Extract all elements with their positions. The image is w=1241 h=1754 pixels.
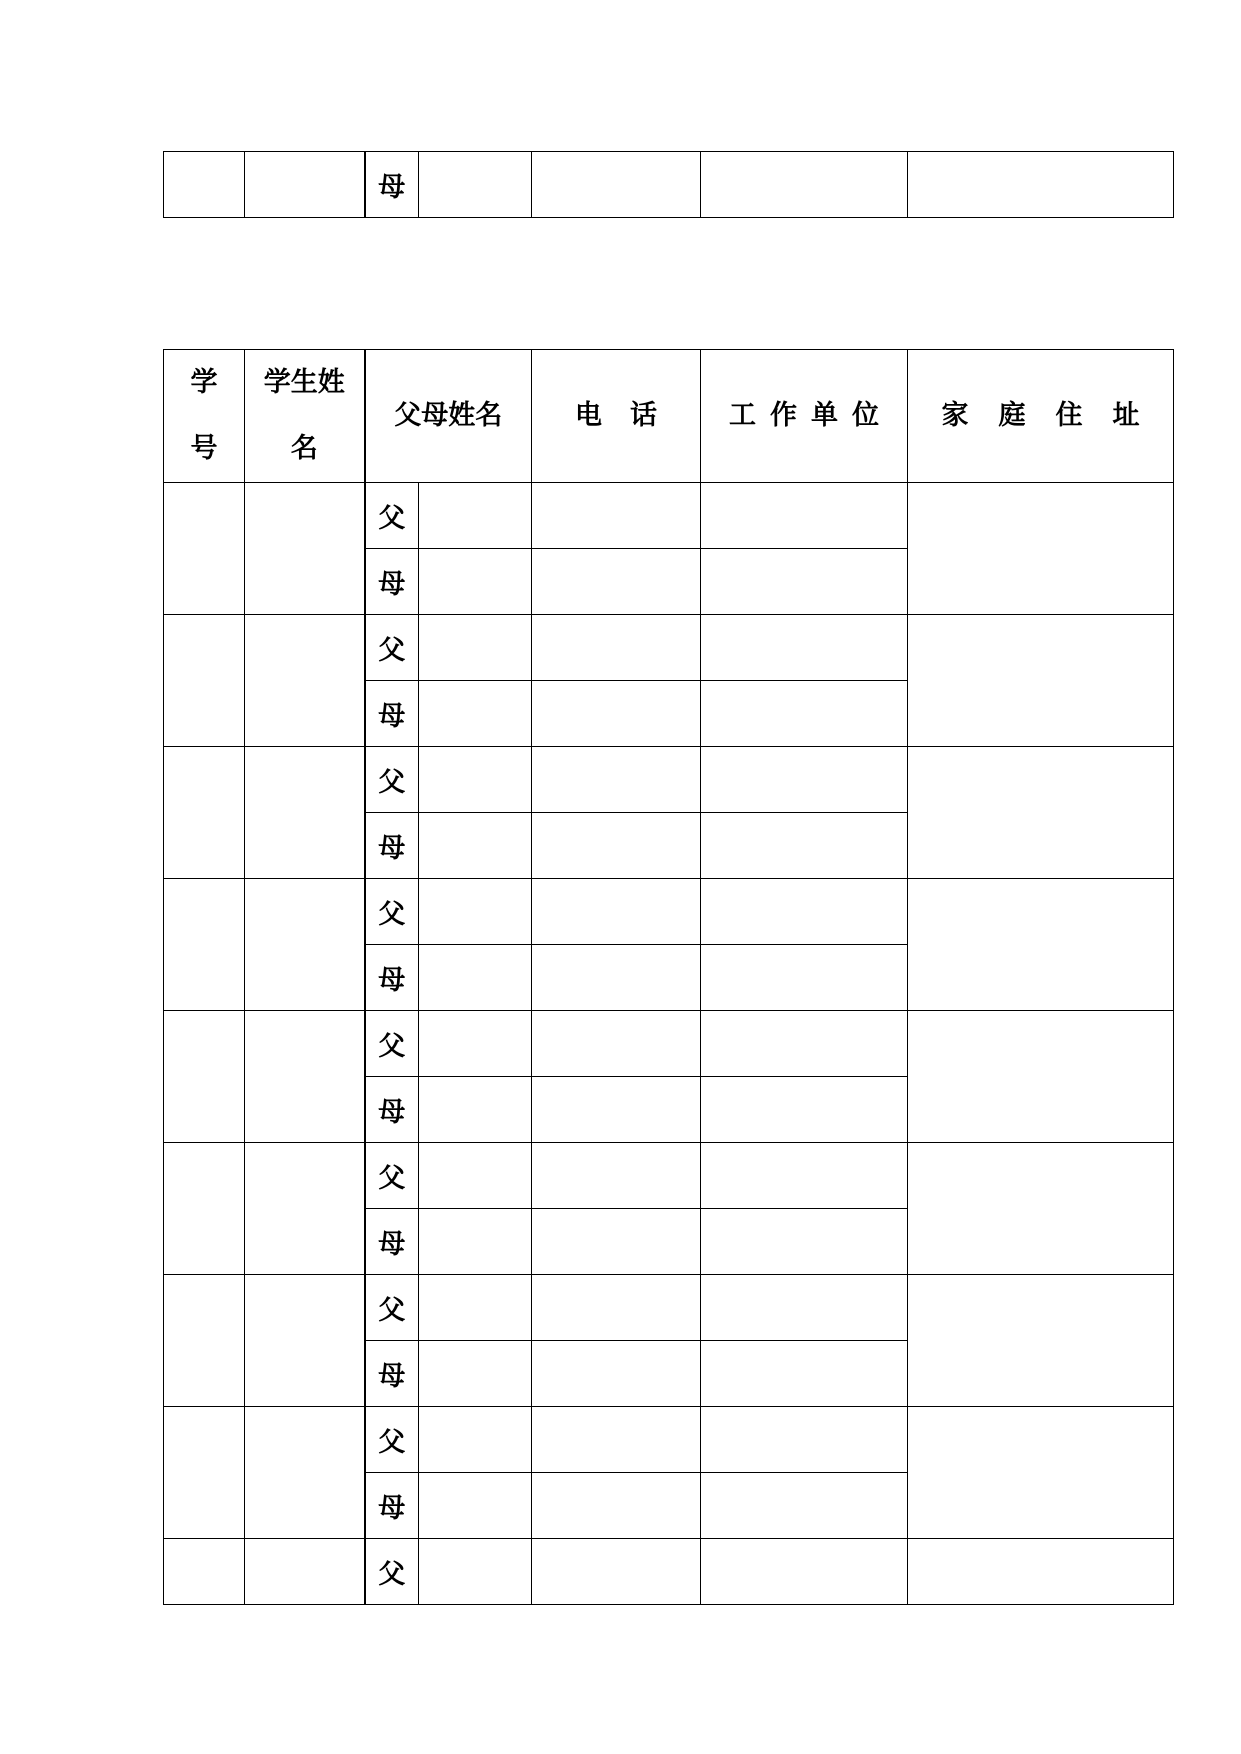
employer-cell[interactable] — [701, 152, 908, 218]
relation-label-father: 父 — [365, 1011, 419, 1077]
relation-label-father: 父 — [365, 879, 419, 945]
relation-label-mother: 母 — [365, 152, 419, 218]
table-row — [164, 747, 1174, 813]
employer-cell[interactable] — [701, 681, 908, 747]
parent-name-cell[interactable] — [419, 813, 532, 879]
header-address — [908, 350, 1174, 483]
table-row — [164, 1011, 1174, 1077]
student-id-cell[interactable] — [164, 879, 245, 1011]
employer-cell[interactable] — [701, 1143, 908, 1209]
student-name-cell[interactable] — [245, 879, 365, 1011]
student-id-cell[interactable] — [164, 1275, 245, 1407]
parent-name-cell[interactable] — [419, 681, 532, 747]
header-phone-label: 电话 — [575, 400, 685, 431]
student-name-cell[interactable] — [245, 1275, 365, 1407]
parent-name-cell[interactable] — [419, 1275, 532, 1341]
parent-name-cell[interactable] — [419, 615, 532, 681]
phone-cell[interactable] — [532, 1077, 701, 1143]
header-parent-name-label: 父母姓名 — [394, 400, 503, 431]
employer-cell[interactable] — [701, 813, 908, 879]
phone-cell[interactable] — [532, 681, 701, 747]
phone-cell[interactable] — [532, 1143, 701, 1209]
student-name-cell[interactable] — [245, 747, 365, 879]
header-phone — [532, 350, 701, 483]
parent-name-cell[interactable] — [419, 152, 532, 218]
parent-name-cell[interactable] — [419, 747, 532, 813]
header-employer-label: 工作单位 — [729, 400, 893, 431]
phone-cell[interactable] — [532, 483, 701, 549]
parent-name-cell[interactable] — [419, 1473, 532, 1539]
employer-cell[interactable] — [701, 945, 908, 1011]
student-name-cell[interactable] — [245, 1407, 365, 1539]
student-name-cell[interactable] — [245, 1143, 365, 1275]
phone-cell[interactable] — [532, 1407, 701, 1473]
address-cell[interactable] — [908, 1407, 1174, 1539]
student-name-cell[interactable] — [245, 1011, 365, 1143]
address-cell[interactable] — [908, 1011, 1174, 1143]
phone-cell[interactable] — [532, 1539, 701, 1605]
relation-label-father: 父 — [365, 1407, 419, 1473]
relation-label-mother: 母 — [365, 1341, 419, 1407]
phone-cell[interactable] — [532, 1275, 701, 1341]
table-row — [164, 483, 1174, 549]
phone-cell[interactable] — [532, 813, 701, 879]
parent-name-cell[interactable] — [419, 1341, 532, 1407]
phone-cell[interactable] — [532, 1341, 701, 1407]
relation-label-father: 父 — [365, 1143, 419, 1209]
address-cell[interactable] — [908, 1275, 1174, 1407]
parent-name-cell[interactable] — [419, 1143, 532, 1209]
parent-name-cell[interactable] — [419, 549, 532, 615]
student-name-cell[interactable] — [245, 152, 365, 218]
parent-name-cell[interactable] — [419, 1011, 532, 1077]
employer-cell[interactable] — [701, 1407, 908, 1473]
relation-label-mother: 母 — [365, 1209, 419, 1275]
header-student-id-line1: 学 — [190, 367, 218, 398]
phone-cell[interactable] — [532, 152, 701, 218]
employer-cell[interactable] — [701, 1011, 908, 1077]
header-parent-name — [365, 350, 532, 483]
address-cell[interactable] — [908, 1539, 1174, 1605]
header-employer — [701, 350, 908, 483]
employer-cell[interactable] — [701, 1275, 908, 1341]
relation-label-father: 父 — [365, 1539, 419, 1605]
table-row — [164, 1407, 1174, 1473]
parent-name-cell[interactable] — [419, 879, 532, 945]
table-row — [164, 152, 1174, 218]
student-id-cell[interactable] — [164, 152, 245, 218]
address-cell[interactable] — [908, 483, 1174, 615]
relation-label-mother: 母 — [365, 549, 419, 615]
relation-label-father: 父 — [365, 747, 419, 813]
header-student-id-line2: 号 — [190, 433, 218, 464]
table-row — [164, 879, 1174, 945]
employer-cell[interactable] — [701, 549, 908, 615]
parent-name-cell[interactable] — [419, 1209, 532, 1275]
parent-contact-table — [163, 349, 1174, 1605]
relation-label-father: 父 — [365, 615, 419, 681]
phone-cell[interactable] — [532, 549, 701, 615]
table-row — [164, 1539, 1174, 1605]
relation-label-father: 父 — [365, 1275, 419, 1341]
relation-label-mother: 母 — [365, 681, 419, 747]
header-student-name — [245, 350, 365, 483]
employer-cell[interactable] — [701, 1209, 908, 1275]
student-name-cell[interactable] — [245, 615, 365, 747]
table-row — [164, 1275, 1174, 1341]
student-id-cell[interactable] — [164, 1143, 245, 1275]
address-cell[interactable] — [908, 615, 1174, 747]
employer-cell[interactable] — [701, 1473, 908, 1539]
student-id-cell[interactable] — [164, 615, 245, 747]
student-name-cell[interactable] — [245, 1539, 365, 1605]
address-cell[interactable] — [908, 1143, 1174, 1275]
header-address-label: 家庭住址 — [941, 400, 1170, 431]
phone-cell[interactable] — [532, 1473, 701, 1539]
parent-name-cell[interactable] — [419, 483, 532, 549]
student-id-cell[interactable] — [164, 1539, 245, 1605]
header-student-id — [164, 350, 245, 483]
parent-name-cell[interactable] — [419, 1539, 532, 1605]
continued-table-fragment — [163, 151, 1174, 218]
phone-cell[interactable] — [532, 879, 701, 945]
student-id-cell[interactable] — [164, 483, 245, 615]
phone-cell[interactable] — [532, 1011, 701, 1077]
header-row — [164, 350, 1174, 483]
table-row — [164, 615, 1174, 681]
employer-cell[interactable] — [701, 483, 908, 549]
employer-cell[interactable] — [701, 879, 908, 945]
student-name-cell[interactable] — [245, 483, 365, 615]
student-id-cell[interactable] — [164, 1407, 245, 1539]
phone-cell[interactable] — [532, 945, 701, 1011]
address-cell[interactable] — [908, 747, 1174, 879]
phone-cell[interactable] — [532, 615, 701, 681]
student-id-cell[interactable] — [164, 747, 245, 879]
student-id-cell[interactable] — [164, 1011, 245, 1143]
relation-label-mother: 母 — [365, 813, 419, 879]
header-student-name-line2: 名 — [290, 433, 318, 464]
employer-cell[interactable] — [701, 1539, 908, 1605]
employer-cell[interactable] — [701, 615, 908, 681]
relation-label-father: 父 — [365, 483, 419, 549]
employer-cell[interactable] — [701, 1341, 908, 1407]
address-cell[interactable] — [908, 152, 1174, 218]
phone-cell[interactable] — [532, 747, 701, 813]
relation-label-mother: 母 — [365, 1473, 419, 1539]
parent-name-cell[interactable] — [419, 945, 532, 1011]
employer-cell[interactable] — [701, 747, 908, 813]
parent-name-cell[interactable] — [419, 1077, 532, 1143]
relation-label-mother: 母 — [365, 1077, 419, 1143]
parent-name-cell[interactable] — [419, 1407, 532, 1473]
address-cell[interactable] — [908, 879, 1174, 1011]
header-student-name-line1: 学生姓 — [263, 367, 345, 398]
phone-cell[interactable] — [532, 1209, 701, 1275]
employer-cell[interactable] — [701, 1077, 908, 1143]
table-row — [164, 1143, 1174, 1209]
relation-label-mother: 母 — [365, 945, 419, 1011]
